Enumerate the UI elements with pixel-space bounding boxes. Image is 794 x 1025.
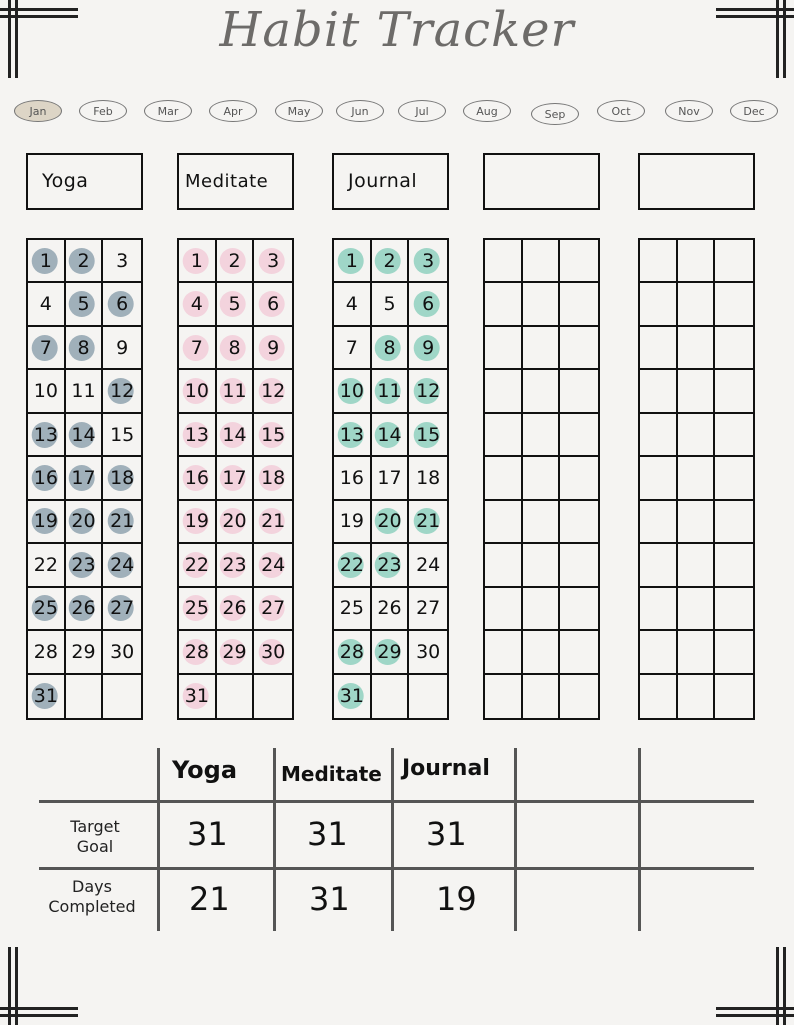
day-cell-17[interactable] bbox=[217, 457, 255, 500]
day-number: 24 bbox=[416, 553, 441, 576]
target-yoga: 31 bbox=[187, 815, 228, 853]
empty-cell bbox=[560, 370, 598, 413]
empty-cell bbox=[715, 544, 753, 587]
empty-cell bbox=[523, 544, 561, 587]
day-number: 27 bbox=[261, 597, 286, 620]
day-number: 18 bbox=[261, 466, 286, 489]
day-cell-24[interactable] bbox=[409, 544, 447, 587]
completed-journal: 19 bbox=[436, 880, 477, 918]
day-number: 21 bbox=[416, 510, 441, 533]
empty-cell bbox=[640, 414, 678, 457]
empty-cell bbox=[560, 544, 598, 587]
empty-cell bbox=[715, 370, 753, 413]
day-cell-22[interactable] bbox=[28, 544, 66, 587]
empty-cell bbox=[523, 283, 561, 326]
day-cell-24[interactable] bbox=[103, 544, 141, 587]
month-jun[interactable]: Jun bbox=[336, 100, 384, 122]
empty-cell bbox=[715, 283, 753, 326]
day-number: 17 bbox=[71, 466, 96, 489]
day-number: 21 bbox=[110, 510, 135, 533]
empty-cell bbox=[523, 631, 561, 674]
day-number: 31 bbox=[33, 685, 58, 708]
empty-cell bbox=[523, 370, 561, 413]
day-number: 25 bbox=[339, 597, 364, 620]
day-number: 28 bbox=[339, 640, 364, 663]
day-cell-16[interactable] bbox=[334, 457, 372, 500]
day-cell-27[interactable] bbox=[254, 588, 292, 631]
day-number: 8 bbox=[228, 336, 241, 359]
day-number: 22 bbox=[184, 553, 209, 576]
day-cell-22[interactable] bbox=[179, 544, 217, 587]
day-number: 9 bbox=[267, 336, 280, 359]
empty-cell bbox=[485, 544, 523, 587]
day-cell-9[interactable] bbox=[254, 327, 292, 370]
empty-cell bbox=[485, 631, 523, 674]
corner-ornament-bottom-right bbox=[714, 945, 794, 1025]
day-number: 31 bbox=[339, 685, 364, 708]
day-cell-28[interactable] bbox=[179, 631, 217, 674]
day-cell-26[interactable] bbox=[66, 588, 104, 631]
empty-cell bbox=[560, 631, 598, 674]
empty-cell bbox=[560, 675, 598, 718]
target-label-line2: Goal bbox=[76, 837, 114, 856]
day-cell-30[interactable] bbox=[409, 631, 447, 674]
empty-cell bbox=[523, 501, 561, 544]
day-number: 23 bbox=[222, 553, 247, 576]
month-aug[interactable]: Aug bbox=[463, 100, 511, 122]
day-number: 4 bbox=[345, 293, 358, 316]
target-journal: 31 bbox=[426, 815, 467, 853]
day-number: 16 bbox=[339, 466, 364, 489]
day-number: 9 bbox=[422, 336, 435, 359]
day-cell-2[interactable] bbox=[217, 240, 255, 283]
empty-cell bbox=[66, 675, 104, 718]
day-number: 9 bbox=[116, 336, 129, 359]
day-cell-17[interactable] bbox=[372, 457, 410, 500]
day-cell-29[interactable] bbox=[217, 631, 255, 674]
day-cell-6[interactable] bbox=[409, 283, 447, 326]
empty-cell bbox=[715, 675, 753, 718]
empty-cell bbox=[640, 675, 678, 718]
day-number: 23 bbox=[71, 553, 96, 576]
day-cell-19[interactable] bbox=[334, 501, 372, 544]
day-number: 29 bbox=[377, 640, 402, 663]
day-cell-4[interactable] bbox=[179, 283, 217, 326]
day-number: 6 bbox=[267, 293, 280, 316]
day-number: 16 bbox=[184, 466, 209, 489]
day-number: 22 bbox=[33, 553, 58, 576]
day-number: 17 bbox=[377, 466, 402, 489]
day-number: 24 bbox=[261, 553, 286, 576]
day-number: 22 bbox=[339, 553, 364, 576]
month-mar[interactable]: Mar bbox=[144, 100, 192, 122]
day-cell-19[interactable] bbox=[179, 501, 217, 544]
month-dec[interactable]: Dec bbox=[730, 100, 778, 122]
month-feb[interactable]: Feb bbox=[79, 100, 127, 122]
day-number: 23 bbox=[377, 553, 402, 576]
day-cell-1[interactable] bbox=[28, 240, 66, 283]
day-cell-21[interactable] bbox=[254, 501, 292, 544]
empty-cell bbox=[640, 544, 678, 587]
day-cell-23[interactable] bbox=[372, 544, 410, 587]
day-cell-31[interactable] bbox=[334, 675, 372, 718]
day-cell-8[interactable] bbox=[66, 327, 104, 370]
empty-cell bbox=[560, 240, 598, 283]
day-number: 1 bbox=[190, 249, 203, 272]
day-cell-16[interactable] bbox=[179, 457, 217, 500]
day-number: 4 bbox=[39, 293, 52, 316]
empty-cell bbox=[640, 588, 678, 631]
day-cell-15[interactable] bbox=[409, 414, 447, 457]
empty-cell bbox=[485, 414, 523, 457]
day-number: 12 bbox=[261, 380, 286, 403]
empty-cell bbox=[485, 457, 523, 500]
habit-name-box-2[interactable]: Meditate bbox=[177, 153, 294, 210]
day-number: 18 bbox=[110, 466, 135, 489]
empty-cell bbox=[560, 588, 598, 631]
day-number: 29 bbox=[71, 640, 96, 663]
target-meditate: 31 bbox=[307, 815, 348, 853]
day-number: 20 bbox=[377, 510, 402, 533]
day-cell-31[interactable] bbox=[28, 675, 66, 718]
empty-cell bbox=[523, 457, 561, 500]
month-jul[interactable]: Jul bbox=[398, 100, 446, 122]
day-cell-6[interactable] bbox=[103, 283, 141, 326]
target-label-line1: Target bbox=[70, 817, 120, 836]
habit-grid-2 bbox=[177, 238, 294, 720]
empty-cell bbox=[715, 240, 753, 283]
day-cell-7[interactable] bbox=[179, 327, 217, 370]
day-cell-16[interactable] bbox=[28, 457, 66, 500]
day-number: 14 bbox=[71, 423, 96, 446]
day-cell-6[interactable] bbox=[254, 283, 292, 326]
day-cell-23[interactable] bbox=[217, 544, 255, 587]
day-number: 12 bbox=[416, 380, 441, 403]
day-cell-9[interactable] bbox=[409, 327, 447, 370]
empty-cell bbox=[678, 588, 716, 631]
page-title: Habit Tracker bbox=[219, 2, 575, 58]
empty-cell bbox=[103, 675, 141, 718]
day-number: 26 bbox=[222, 597, 247, 620]
day-cell-4[interactable] bbox=[334, 283, 372, 326]
day-number: 18 bbox=[416, 466, 441, 489]
summary-header-journal: Journal bbox=[402, 756, 490, 781]
empty-cell bbox=[372, 675, 410, 718]
day-cell-13[interactable] bbox=[179, 414, 217, 457]
month-jan[interactable]: Jan bbox=[14, 100, 62, 122]
day-number: 15 bbox=[416, 423, 441, 446]
empty-cell bbox=[715, 327, 753, 370]
empty-cell bbox=[715, 631, 753, 674]
day-number: 3 bbox=[267, 249, 280, 272]
empty-cell bbox=[678, 544, 716, 587]
day-number: 15 bbox=[110, 423, 135, 446]
month-nov[interactable]: Nov bbox=[665, 100, 713, 122]
day-number: 6 bbox=[422, 293, 435, 316]
empty-cell bbox=[640, 283, 678, 326]
day-number: 25 bbox=[33, 597, 58, 620]
day-number: 10 bbox=[184, 380, 209, 403]
day-cell-3[interactable] bbox=[103, 240, 141, 283]
day-number: 19 bbox=[184, 510, 209, 533]
day-cell-18[interactable] bbox=[103, 457, 141, 500]
day-cell-29[interactable] bbox=[66, 631, 104, 674]
empty-cell bbox=[217, 675, 255, 718]
day-number: 5 bbox=[228, 293, 241, 316]
summary-header-meditate: Meditate bbox=[281, 762, 382, 786]
empty-cell bbox=[485, 675, 523, 718]
day-cell-8[interactable] bbox=[217, 327, 255, 370]
day-cell-11[interactable] bbox=[217, 370, 255, 413]
empty-cell bbox=[678, 675, 716, 718]
day-cell-14[interactable] bbox=[372, 414, 410, 457]
day-number: 29 bbox=[222, 640, 247, 663]
empty-cell bbox=[715, 414, 753, 457]
day-cell-2[interactable] bbox=[372, 240, 410, 283]
day-cell-24[interactable] bbox=[254, 544, 292, 587]
day-cell-25[interactable] bbox=[28, 588, 66, 631]
day-cell-12[interactable] bbox=[409, 370, 447, 413]
day-number: 10 bbox=[339, 380, 364, 403]
summary-header-yoga: Yoga bbox=[172, 756, 238, 784]
day-number: 14 bbox=[377, 423, 402, 446]
day-number: 7 bbox=[39, 336, 52, 359]
day-cell-15[interactable] bbox=[103, 414, 141, 457]
day-cell-7[interactable] bbox=[28, 327, 66, 370]
day-cell-10[interactable] bbox=[179, 370, 217, 413]
day-number: 2 bbox=[383, 249, 396, 272]
day-number: 28 bbox=[184, 640, 209, 663]
day-cell-28[interactable] bbox=[28, 631, 66, 674]
habit-name-box-4[interactable] bbox=[483, 153, 600, 210]
habit-name-box-3[interactable]: Journal bbox=[332, 153, 449, 210]
day-number: 27 bbox=[110, 597, 135, 620]
day-number: 1 bbox=[345, 249, 358, 272]
empty-cell bbox=[560, 414, 598, 457]
day-cell-20[interactable] bbox=[372, 501, 410, 544]
day-cell-26[interactable] bbox=[217, 588, 255, 631]
empty-cell bbox=[485, 588, 523, 631]
day-cell-13[interactable] bbox=[28, 414, 66, 457]
day-number: 4 bbox=[190, 293, 203, 316]
day-number: 19 bbox=[33, 510, 58, 533]
day-number: 31 bbox=[184, 685, 209, 708]
day-number: 13 bbox=[339, 423, 364, 446]
empty-cell bbox=[523, 588, 561, 631]
day-cell-4[interactable] bbox=[28, 283, 66, 326]
habit-name-box-1[interactable]: Yoga bbox=[26, 153, 143, 210]
day-number: 1 bbox=[39, 249, 52, 272]
month-selector bbox=[12, 100, 787, 126]
day-number: 3 bbox=[116, 249, 129, 272]
day-number: 6 bbox=[116, 293, 129, 316]
empty-cell bbox=[523, 240, 561, 283]
empty-cell bbox=[678, 327, 716, 370]
target-goal-label bbox=[40, 817, 150, 857]
day-number: 5 bbox=[383, 293, 396, 316]
empty-cell bbox=[485, 283, 523, 326]
day-cell-26[interactable] bbox=[372, 588, 410, 631]
empty-cell bbox=[678, 283, 716, 326]
day-number: 15 bbox=[261, 423, 286, 446]
day-cell-21[interactable] bbox=[103, 501, 141, 544]
day-number: 11 bbox=[222, 380, 247, 403]
day-cell-30[interactable] bbox=[103, 631, 141, 674]
empty-cell bbox=[678, 501, 716, 544]
day-number: 30 bbox=[416, 640, 441, 663]
day-number: 2 bbox=[77, 249, 90, 272]
day-number: 20 bbox=[71, 510, 96, 533]
day-cell-18[interactable] bbox=[409, 457, 447, 500]
day-cell-5[interactable] bbox=[372, 283, 410, 326]
day-number: 2 bbox=[228, 249, 241, 272]
day-cell-8[interactable] bbox=[372, 327, 410, 370]
empty-cell bbox=[715, 457, 753, 500]
empty-cell bbox=[485, 501, 523, 544]
empty-cell bbox=[678, 457, 716, 500]
day-cell-21[interactable] bbox=[409, 501, 447, 544]
empty-cell bbox=[678, 240, 716, 283]
habit-grid-3 bbox=[332, 238, 449, 720]
corner-ornament-bottom-left bbox=[0, 945, 80, 1025]
day-cell-3[interactable] bbox=[409, 240, 447, 283]
day-number: 16 bbox=[33, 466, 58, 489]
empty-cell bbox=[523, 675, 561, 718]
month-sep[interactable]: Sep bbox=[531, 103, 579, 125]
month-oct[interactable]: Oct bbox=[597, 100, 645, 122]
day-cell-29[interactable] bbox=[372, 631, 410, 674]
day-number: 13 bbox=[33, 423, 58, 446]
empty-cell bbox=[409, 675, 447, 718]
empty-cell bbox=[715, 588, 753, 631]
day-cell-12[interactable] bbox=[103, 370, 141, 413]
empty-cell bbox=[485, 370, 523, 413]
day-number: 11 bbox=[71, 380, 96, 403]
day-number: 8 bbox=[77, 336, 90, 359]
day-cell-20[interactable] bbox=[217, 501, 255, 544]
day-number: 13 bbox=[184, 423, 209, 446]
empty-cell bbox=[560, 283, 598, 326]
day-number: 11 bbox=[377, 380, 402, 403]
day-cell-30[interactable] bbox=[254, 631, 292, 674]
day-cell-18[interactable] bbox=[254, 457, 292, 500]
days-completed-label bbox=[37, 877, 147, 917]
day-cell-25[interactable] bbox=[179, 588, 217, 631]
day-number: 17 bbox=[222, 466, 247, 489]
completed-label-line1: Days bbox=[72, 877, 112, 896]
day-number: 26 bbox=[71, 597, 96, 620]
day-cell-25[interactable] bbox=[334, 588, 372, 631]
empty-cell bbox=[485, 240, 523, 283]
day-cell-13[interactable] bbox=[334, 414, 372, 457]
empty-cell bbox=[640, 457, 678, 500]
day-number: 7 bbox=[190, 336, 203, 359]
day-number: 30 bbox=[261, 640, 286, 663]
empty-cell bbox=[715, 501, 753, 544]
day-cell-14[interactable] bbox=[66, 414, 104, 457]
month-apr[interactable]: Apr bbox=[209, 100, 257, 122]
day-cell-1[interactable] bbox=[179, 240, 217, 283]
day-number: 24 bbox=[110, 553, 135, 576]
day-cell-28[interactable] bbox=[334, 631, 372, 674]
day-number: 10 bbox=[33, 380, 58, 403]
day-cell-9[interactable] bbox=[103, 327, 141, 370]
day-number: 27 bbox=[416, 597, 441, 620]
day-number: 14 bbox=[222, 423, 247, 446]
day-number: 25 bbox=[184, 597, 209, 620]
day-cell-10[interactable] bbox=[334, 370, 372, 413]
empty-cell bbox=[523, 414, 561, 457]
day-number: 8 bbox=[383, 336, 396, 359]
empty-cell bbox=[640, 240, 678, 283]
day-cell-27[interactable] bbox=[103, 588, 141, 631]
day-cell-11[interactable] bbox=[372, 370, 410, 413]
empty-cell bbox=[485, 327, 523, 370]
day-cell-20[interactable] bbox=[66, 501, 104, 544]
day-number: 3 bbox=[422, 249, 435, 272]
empty-cell bbox=[560, 501, 598, 544]
day-cell-22[interactable] bbox=[334, 544, 372, 587]
day-cell-12[interactable] bbox=[254, 370, 292, 413]
habit-grid-4 bbox=[483, 238, 600, 720]
day-cell-2[interactable] bbox=[66, 240, 104, 283]
habit-name-box-5[interactable] bbox=[638, 153, 755, 210]
empty-cell bbox=[640, 501, 678, 544]
day-number: 20 bbox=[222, 510, 247, 533]
day-cell-3[interactable] bbox=[254, 240, 292, 283]
day-number: 5 bbox=[77, 293, 90, 316]
day-cell-14[interactable] bbox=[217, 414, 255, 457]
completed-label-line2: Completed bbox=[48, 897, 136, 916]
day-cell-19[interactable] bbox=[28, 501, 66, 544]
empty-cell bbox=[640, 327, 678, 370]
day-cell-5[interactable] bbox=[217, 283, 255, 326]
day-number: 28 bbox=[33, 640, 58, 663]
habit-grid-1 bbox=[26, 238, 143, 720]
completed-yoga: 21 bbox=[189, 880, 230, 918]
empty-cell bbox=[640, 370, 678, 413]
empty-cell bbox=[560, 457, 598, 500]
month-may[interactable]: May bbox=[275, 100, 323, 122]
empty-cell bbox=[254, 675, 292, 718]
day-cell-23[interactable] bbox=[66, 544, 104, 587]
day-cell-10[interactable] bbox=[28, 370, 66, 413]
day-cell-17[interactable] bbox=[66, 457, 104, 500]
empty-cell bbox=[678, 631, 716, 674]
day-cell-15[interactable] bbox=[254, 414, 292, 457]
day-cell-5[interactable] bbox=[66, 283, 104, 326]
empty-cell bbox=[678, 370, 716, 413]
day-cell-7[interactable] bbox=[334, 327, 372, 370]
day-number: 7 bbox=[345, 336, 358, 359]
day-number: 30 bbox=[110, 640, 135, 663]
day-cell-11[interactable] bbox=[66, 370, 104, 413]
day-number: 26 bbox=[377, 597, 402, 620]
day-cell-31[interactable] bbox=[179, 675, 217, 718]
day-cell-1[interactable] bbox=[334, 240, 372, 283]
completed-meditate: 31 bbox=[309, 880, 350, 918]
habit-grid-5 bbox=[638, 238, 755, 720]
empty-cell bbox=[523, 327, 561, 370]
day-number: 19 bbox=[339, 510, 364, 533]
empty-cell bbox=[678, 414, 716, 457]
empty-cell bbox=[560, 327, 598, 370]
empty-cell bbox=[640, 631, 678, 674]
day-number: 12 bbox=[110, 380, 135, 403]
day-cell-27[interactable] bbox=[409, 588, 447, 631]
day-number: 21 bbox=[261, 510, 286, 533]
